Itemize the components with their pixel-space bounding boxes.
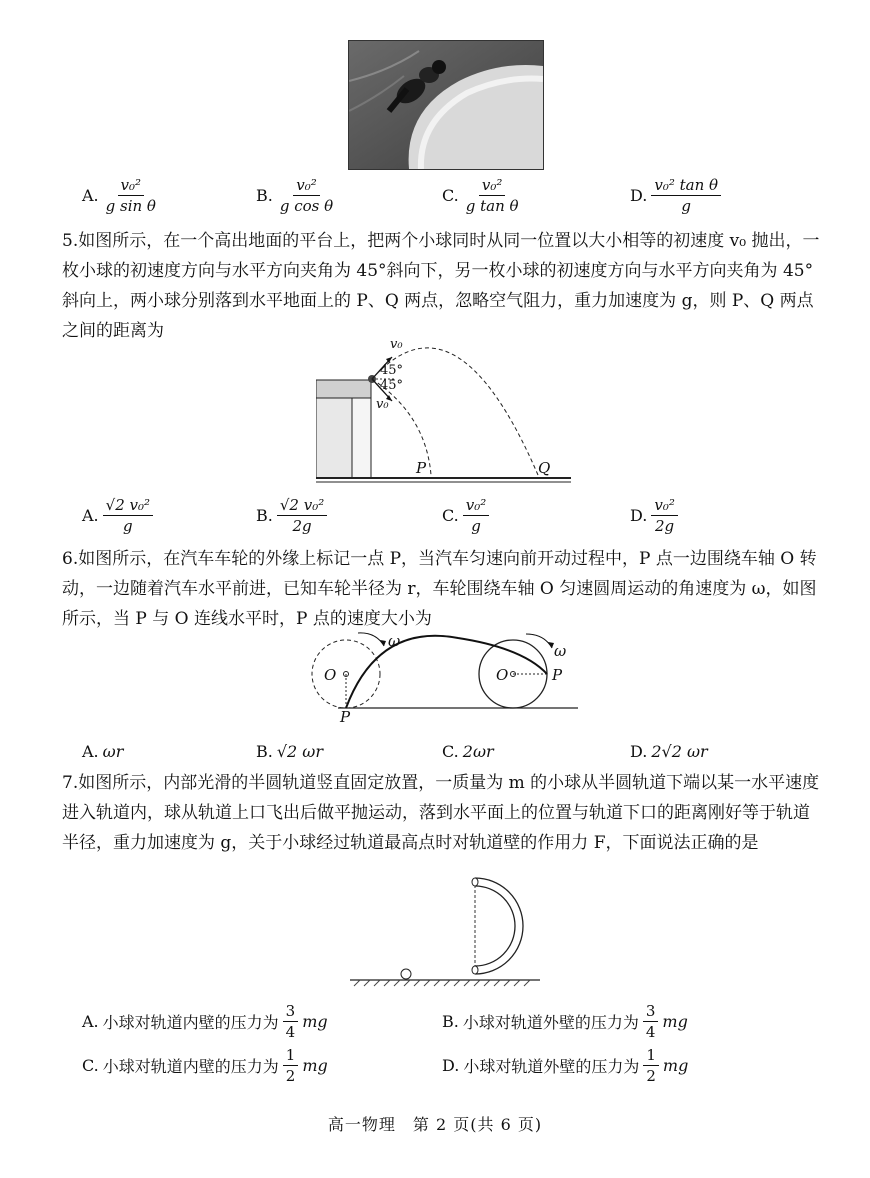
q7-semicircle-track-figure [350, 872, 550, 992]
fraction: $\frac{3}{4}$ [643, 1002, 659, 1041]
q6-option-a[interactable]: A. ωr [82, 742, 124, 761]
q5-option-c[interactable]: C. $\frac{\text{v₀²}}{g}$ [442, 496, 489, 535]
q7-option-a[interactable]: A. 小球对轨道内壁的压力为 $\frac{3}{4}$ mg [82, 1002, 328, 1041]
velocity-label-top: v₀ [390, 337, 403, 352]
q4-option-d[interactable]: D. $\frac{\text{v₀² tan θ}}{g}$ [630, 176, 721, 215]
q5-option-b[interactable]: B. $\frac{\text{√2 v₀²}}{2g}$ [256, 496, 327, 535]
fraction: $\frac{\text{√2 v₀²}}{g}$ [103, 496, 153, 535]
point-p-label-right: P [552, 666, 563, 684]
q7-question-text: 7.如图所示，内部光滑的半圆轨道竖直固定放置，一质量为 m 的小球从半圆轨道下端以某一水平速度进入轨道内，球从轨道上口飞出后做平抛运动，落到水平面上的位置与轨道下口的距离刚好等于轨道半径，重力加速度为 g，关于小球经过轨道最高点时对轨道壁的作用力 F，下面说法正确的是 [62, 773, 820, 853]
angle-label-bottom: 45° [380, 378, 404, 393]
fraction: $\frac{\text{v₀²}}{2g}$ [651, 496, 678, 535]
point-p-label: P [416, 459, 427, 477]
q4-option-b[interactable]: B. $\frac{\text{v₀²}}{\text{g cos θ}}$ [256, 176, 336, 215]
angle-label-top: 45° [380, 363, 404, 378]
fraction: $\frac{1}{2}$ [283, 1046, 299, 1085]
axle-label-left: O [324, 666, 337, 684]
q6-option-d[interactable]: D. 2√2 ωr [630, 742, 708, 761]
omega-label-left: ω [388, 632, 401, 650]
q7-option-d[interactable]: D. 小球对轨道外壁的压力为 $\frac{1}{2}$ mg [442, 1046, 689, 1085]
q5-projectile-figure [316, 335, 576, 485]
fraction: $\frac{\text{v₀²}}{\text{g tan θ}}$ [465, 176, 519, 215]
velocity-label-bottom: v₀ [376, 397, 389, 412]
point-q-label: Q [538, 459, 551, 477]
fraction: $\frac{3}{4}$ [283, 1002, 299, 1041]
fraction: $\frac{\text{√2 v₀²}}{2g}$ [277, 496, 327, 535]
q7-option-b[interactable]: B. 小球对轨道外壁的压力为 $\frac{3}{4}$ mg [442, 1002, 688, 1041]
axle-label-right: O [496, 666, 509, 684]
motorcycle-track-photo [348, 40, 544, 170]
q5-option-a[interactable]: A. $\frac{\text{√2 v₀²}}{g}$ [82, 496, 153, 535]
fraction: $\frac{\text{v₀²}}{\text{g cos θ}}$ [279, 176, 334, 215]
q4-option-c[interactable]: C. $\frac{\text{v₀²}}{\text{g tan θ}}$ [442, 176, 522, 215]
fraction: $\frac{\text{v₀²}}{\text{g sin θ}}$ [105, 176, 156, 215]
fraction: $\frac{1}{2}$ [643, 1046, 659, 1085]
point-p-label-left: P [340, 708, 351, 726]
q5-question-text: 5.如图所示，在一个高出地面的平台上，把两个小球同时从同一位置以大小相等的初速度 v₀ 抛出，一枚小球的初速度方向与水平方向夹角为 45°斜向下，另一枚小球的初速度方向与水平方向夹角为 45°斜向上，两小球分别落到水平地面上的 P、Q 两点，忽略空气阻力，重力加速度为 g，则 P、Q 两点之间的距离为 [62, 231, 820, 341]
q6-option-b[interactable]: B. √2 ωr [256, 742, 323, 761]
q6-question-text: 6.如图所示，在汽车车轮的外缘上标记一点 P，当汽车匀速向前开动过程中，P 点一边围绕车轴 O 转动，一边随着汽车水平前进，已知车轮半径为 r，车轮围绕车轴 O 匀速圆周运动的角速度为 ω，如图所示，当 P 与 O 连线水平时，P 点的速度大小为 [62, 549, 817, 629]
fraction: $\frac{\text{v₀²}}{g}$ [463, 496, 490, 535]
q4-option-a[interactable]: A. $\frac{\text{v₀²}}{\text{g sin θ}}$ [82, 176, 159, 215]
fraction: $\frac{\text{v₀² tan θ}}{g}$ [651, 176, 721, 215]
q5-option-d[interactable]: D. $\frac{\text{v₀²}}{2g}$ [630, 496, 678, 535]
omega-label-right: ω [554, 642, 567, 660]
q6-wheel-figure [308, 628, 584, 728]
q7-option-c[interactable]: C. 小球对轨道内壁的压力为 $\frac{1}{2}$ mg [82, 1046, 328, 1085]
q6-option-c[interactable]: C. 2ωr [442, 742, 494, 761]
page-footer: 高一物理 第 2 页(共 6 页) [327, 1115, 543, 1134]
